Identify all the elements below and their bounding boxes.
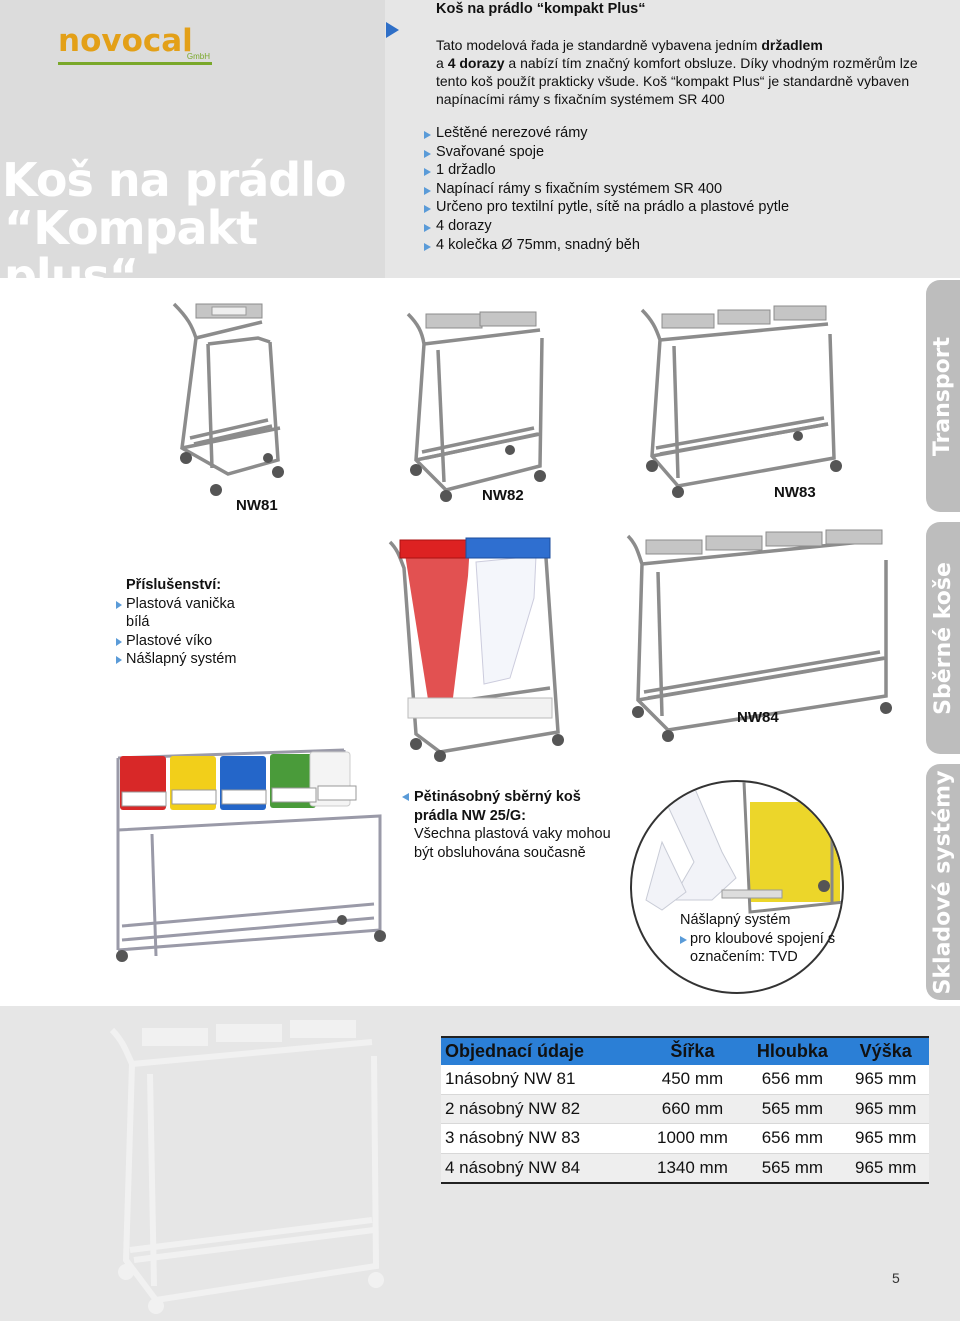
tab-skladove-systemy[interactable]: Skladové systémy xyxy=(926,764,960,1000)
table-row xyxy=(441,1065,929,1094)
table-cell: 1340 mm xyxy=(643,1153,743,1182)
list-item: Leštěné nerezové rámy xyxy=(424,124,789,143)
nw81-image xyxy=(168,298,298,498)
bullet-icon xyxy=(424,187,431,195)
list-item: Nášlapný systém xyxy=(116,650,256,669)
table-cell: 4 násobný NW 84 xyxy=(441,1153,643,1182)
list-item: Napínací rámy s fixačním systémem SR 400 xyxy=(424,180,789,199)
intro-heading: Koš na prádlo “kompakt Plus“ xyxy=(436,1,646,17)
bullet-icon xyxy=(424,224,431,232)
bullet-icon xyxy=(680,936,687,944)
table-cell: 660 mm xyxy=(643,1094,743,1123)
logo-bar xyxy=(58,62,212,65)
list-item: Svařované spoje xyxy=(424,143,789,162)
pedal-caption xyxy=(680,911,880,967)
column-header: Hloubka xyxy=(742,1037,842,1065)
product-label-nw83: NW83 xyxy=(774,484,816,501)
nw25g-text: Všechna plastová vaky mohou být obsluhována současně xyxy=(414,826,611,861)
bullet-icon xyxy=(424,150,431,158)
table-cell: 965 mm xyxy=(842,1065,929,1094)
table-header-row xyxy=(441,1037,929,1065)
table-cell: 656 mm xyxy=(742,1065,842,1094)
pedal-heading: Nášlapný systém xyxy=(680,912,791,928)
product-label-nw84: NW84 xyxy=(737,709,779,726)
list-item: pro kloubové spojení s označením: TVD xyxy=(680,930,880,967)
table-cell: 965 mm xyxy=(842,1153,929,1182)
table-cell: 965 mm xyxy=(842,1124,929,1153)
list-item: Plastová vanička bílá xyxy=(116,595,256,632)
table-cell: 565 mm xyxy=(742,1153,842,1182)
bullet-icon xyxy=(424,205,431,213)
nw83-image xyxy=(638,306,848,500)
bullet-icon xyxy=(116,638,122,646)
tab-transport[interactable]: Transport xyxy=(926,280,960,512)
table-cell: 656 mm xyxy=(742,1124,842,1153)
logo xyxy=(58,22,212,64)
table-cell: 2 násobný NW 82 xyxy=(441,1094,643,1123)
feature-list xyxy=(424,124,789,254)
bullet-icon xyxy=(116,656,122,664)
logo-text: novocal xyxy=(58,23,193,59)
logo-sub: GmbH xyxy=(186,52,210,61)
list-item: 4 dorazy xyxy=(424,217,789,236)
table-cell: 1násobný NW 81 xyxy=(441,1065,643,1094)
tab-sberne-kose[interactable]: Sběrné koše xyxy=(926,522,960,754)
bullet-left-icon xyxy=(402,793,409,801)
intro-paragraph: Tato modelová řada je standardně vybavena jedním držadlem a 4 dorazy a nabízí tím značný komfort obsluze. Díky vhodným rozměrům lze tento koš použít prakticky všude. Koš “kompakt Plus“ je standardně vybaven napínacími rámy s fixačním systémem SR 400 xyxy=(436,37,918,107)
table-row xyxy=(441,1094,929,1123)
accessories xyxy=(116,576,256,669)
column-header: Šířka xyxy=(643,1037,743,1065)
list-item: 4 kolečka Ø 75mm, snadný běh xyxy=(424,236,789,255)
background-trolley-image xyxy=(106,1020,396,1310)
column-header: Objednací údaje xyxy=(441,1037,643,1065)
product-label-nw81: NW81 xyxy=(236,497,278,514)
title-line1: Koš na prádlo xyxy=(2,153,346,207)
play-icon xyxy=(386,22,399,38)
bullet-icon xyxy=(424,243,431,251)
page-title xyxy=(2,153,382,303)
list-item: Určeno pro textilní pytle, sítě na prádlo a plastové pytle xyxy=(424,198,789,217)
title-line2: “Kompakt plus“ xyxy=(4,201,258,303)
product-label-nw82: NW82 xyxy=(482,487,524,504)
table-cell: 450 mm xyxy=(643,1065,743,1094)
list-item: 1 držadlo xyxy=(424,161,789,180)
accessories-heading: Příslušenství: xyxy=(126,577,222,593)
bullet-icon xyxy=(424,131,431,139)
nw25g-image xyxy=(112,750,390,968)
nw25g-description xyxy=(414,788,624,862)
table-cell: 1000 mm xyxy=(643,1124,743,1153)
table-row xyxy=(441,1153,929,1182)
list-item: Plastové víko xyxy=(116,632,256,651)
table-row xyxy=(441,1124,929,1153)
bullet-icon xyxy=(116,601,122,609)
bullet-icon xyxy=(424,168,431,176)
nw25g-heading: Pětinásobný sběrný koš prádla NW 25/G: xyxy=(414,789,581,824)
nw82-bags-image xyxy=(386,538,572,760)
table-cell: 565 mm xyxy=(742,1094,842,1123)
page-number: 5 xyxy=(892,1270,900,1286)
column-header: Výška xyxy=(842,1037,929,1065)
nw82-image xyxy=(404,310,554,500)
table-cell: 965 mm xyxy=(842,1094,929,1123)
order-table xyxy=(441,1036,929,1184)
table-cell: 3 násobný NW 83 xyxy=(441,1124,643,1153)
intro-text xyxy=(436,0,946,108)
